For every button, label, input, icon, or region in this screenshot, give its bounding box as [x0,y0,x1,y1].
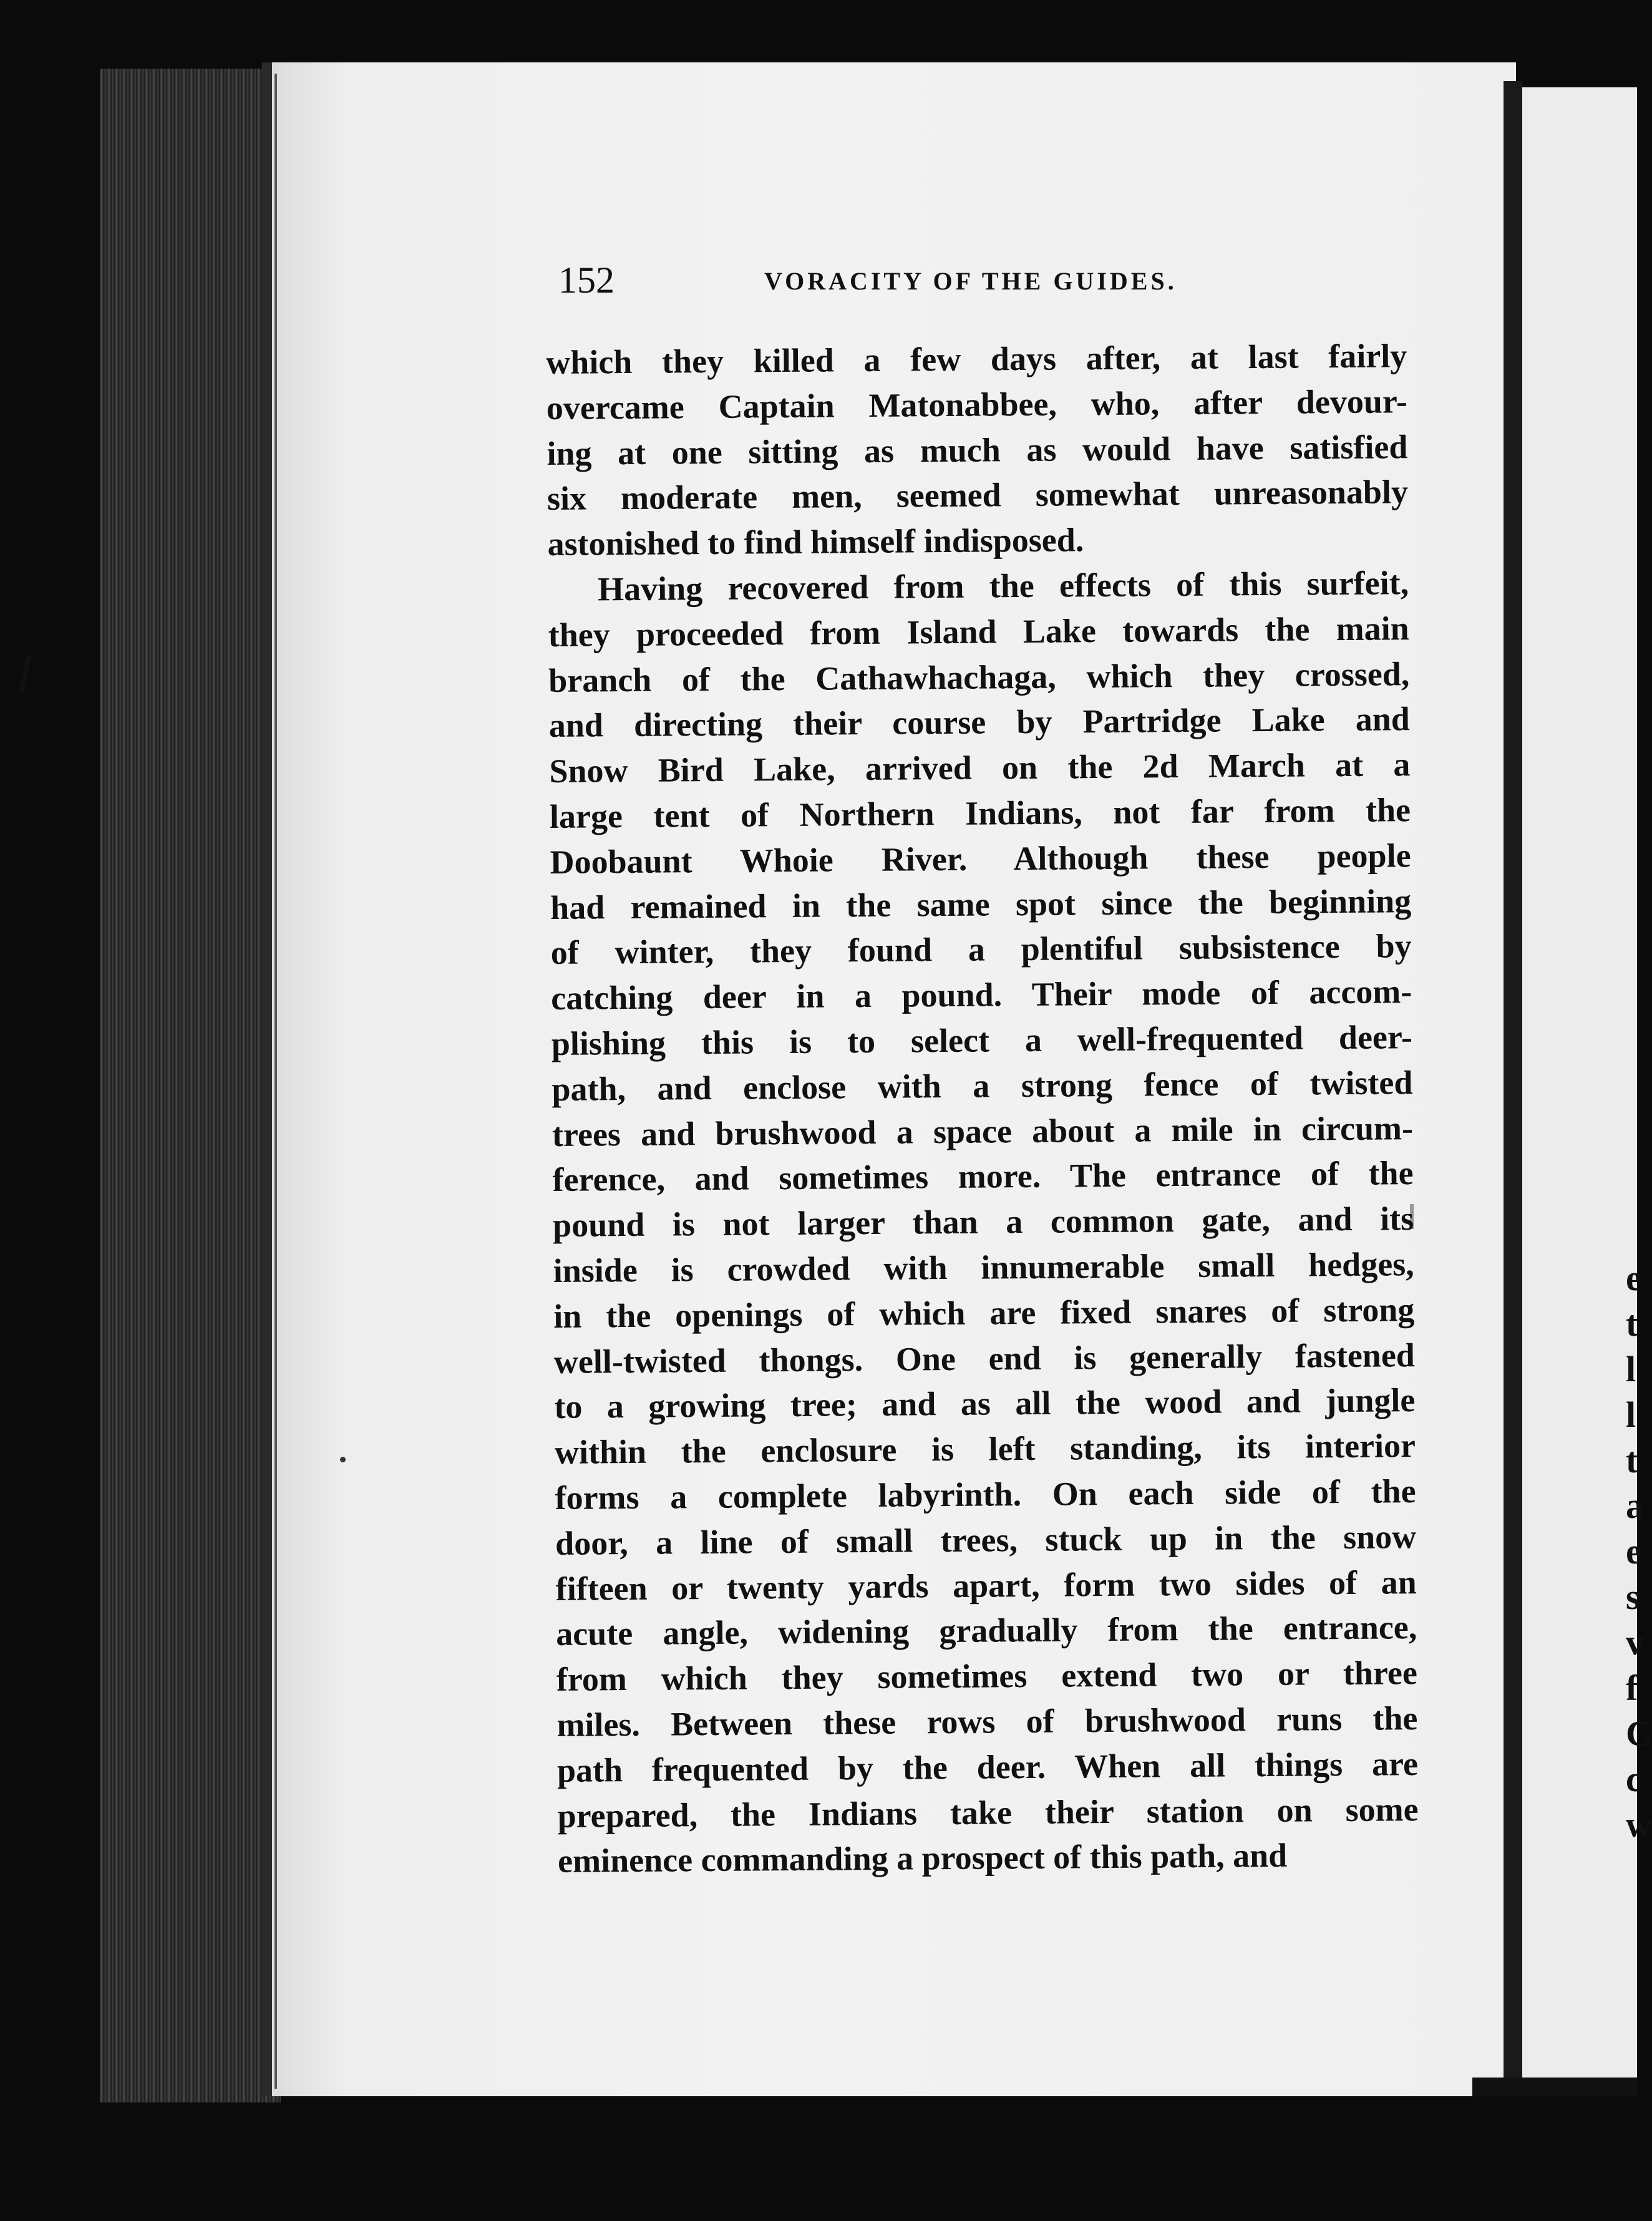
text-line: well-twisted thongs. One end is generally fastened [553,1336,1416,1381]
text-line: from which they sometimes extend two or three [556,1654,1418,1699]
scan-speck [19,655,31,693]
text-line: fifteen or twenty yards apart, form two sides of an [555,1563,1417,1608]
text-line: Having recovered from the effects of this surfeit, [597,564,1409,608]
facing-page-letter: l [1626,1349,1636,1389]
page-number: 152 [558,260,615,301]
facing-page [1522,87,1637,2084]
text-line: Snow Bird Lake, arrived on the 2d March at a [549,746,1411,790]
text-line: miles. Between these rows of brushwood runs the [556,1699,1418,1744]
book-gutter [1504,81,1522,2096]
facing-page-letter: a [1626,1485,1644,1526]
text-line: pound is not larger than a common gate, and its [552,1200,1414,1245]
text-line: overcame Captain Matonabbee, who, after devour- [546,382,1408,427]
text-line: to a growing tree; and as all the wood and jungle [554,1381,1416,1426]
paragraph [548,560,1419,1884]
facing-page-letter: w [1626,1804,1652,1845]
text-line: branch of the Cathawhachaga, which they crossed, [548,654,1410,699]
scan-speck [340,1457,346,1462]
text-line: Doobaunt Whoie River. Although these people [550,836,1411,881]
facing-page-letter: t [1626,1440,1638,1480]
text-line: door, a line of small trees, stuck up in the snow [555,1517,1417,1562]
facing-page-edge [1472,2078,1637,2096]
text-line: within the enclosure is left standing, its interior [554,1427,1416,1472]
text-line: eminence commanding a prospect of this path, and [557,1837,1288,1880]
facing-page-letter: f [1626,1668,1638,1708]
text-line: trees and brushwood a space about a mile in circum- [551,1109,1414,1154]
page-header [0,259,1637,309]
text-line: forms a complete labyrinth. On each side of the [555,1472,1416,1517]
text-line: inside is crowded with innumerable small hedges, [553,1245,1414,1290]
page-edges [100,69,281,2102]
text-line: ference, and sometimes more. The entrance of the [552,1154,1414,1199]
text-line: which they killed a few days after, at last fairly [546,337,1407,381]
facing-page-letter: c [1626,1759,1642,1799]
text-line: they proceeded from Island Lake towards the main [548,609,1409,654]
text-line: of winter, they found a plentiful subsistence by [550,927,1412,972]
facing-page-letter: e [1626,1258,1642,1298]
running-head: VORACITY OF THE GUIDES. [764,267,1177,295]
text-line: in the openings of which are fixed snares of strong [553,1290,1415,1335]
text-line: catching deer in a pound. Their mode of accom- [551,973,1412,1018]
page-border-line [275,74,277,2089]
paragraph [546,333,1409,567]
facing-page-letter: s [1626,1577,1640,1617]
text-line: path, and enclose with a strong fence of twisted [551,1063,1413,1108]
text-line: ing at one sitting as much as would have satisfied [547,427,1408,472]
facing-page-letter: t [1626,1303,1638,1344]
facing-page-letter: C [1626,1713,1652,1754]
text-line: six moderate men, seemed somewhat unreasonably [547,473,1409,518]
text-line: prepared, the Indians take their station on some [557,1790,1419,1835]
facing-page-letter: v [1626,1622,1644,1663]
text-line: astonished to find himself indisposed. [547,521,1084,563]
text-line: large tent of Northern Indians, not far from the [549,791,1411,835]
text-line: acute angle, widening gradually from the entrance, [556,1608,1417,1653]
text-line: had remained in the same spot since the beginning [550,882,1412,926]
text-line: plishing this is to select a well-frequented deer- [551,1018,1413,1062]
facing-page-letter: e [1626,1531,1642,1572]
text-line: path frequented by the deer. When all things are [556,1744,1419,1789]
body-text [546,333,1419,1884]
text-line: and directing their course by Partridge Lake and [548,700,1411,745]
facing-page-letter: l [1626,1394,1636,1435]
